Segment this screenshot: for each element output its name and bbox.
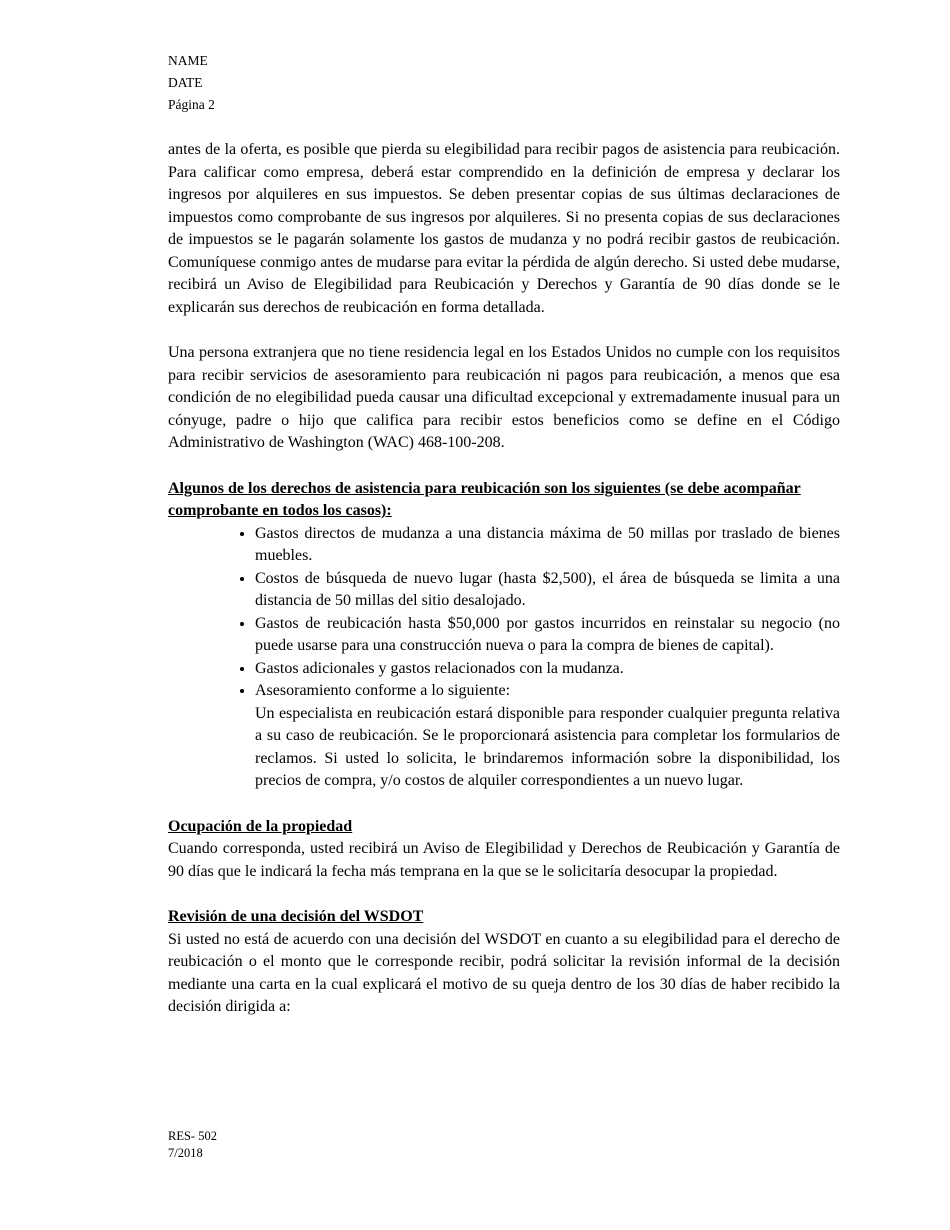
list-item-text: Costos de búsqueda de nuevo lugar (hasta $2,500), el área de búsqueda se limita a una distancia de 50 millas del sitio desalojado. <box>255 569 840 609</box>
heading-relocation-rights: Algunos de los derechos de asistencia para reubicación son los siguientes (se debe acompañar comprobante en todos los casos): <box>168 479 801 519</box>
relocation-rights-list <box>168 523 840 793</box>
paragraph-occupancy: Cuando corresponda, usted recibirá un Aviso de Elegibilidad y Derechos de Reubicación y Garantía de 90 días que le indicará la fecha más temprana en la que se le solicitaría desocupar la propiedad. <box>168 840 840 880</box>
list-item <box>255 658 840 681</box>
list-item <box>255 613 840 658</box>
page-header <box>168 50 840 116</box>
list-item-text: Gastos adicionales y gastos relacionados con la mudanza. <box>255 659 624 677</box>
list-item <box>255 523 840 568</box>
document-body <box>168 139 840 1019</box>
paragraph-review: Si usted no está de acuerdo con una decisión del WSDOT en cuanto a su elegibilidad para el derecho de reubicación o el monto que le corresponde recibir, podrá solicitar la revisión informal de la decisión mediante una carta en la cual explicará el motivo de su queja dentro de los 30 días de haber recibido la decisión dirigida a: <box>168 930 840 1015</box>
page-footer <box>168 1128 217 1162</box>
form-number: RES- 502 <box>168 1129 217 1143</box>
heading-property-occupancy: Ocupación de la propiedad <box>168 817 353 835</box>
date-label: DATE <box>168 75 203 90</box>
list-item-text: Gastos de reubicación hasta $50,000 por gastos incurridos en reinstalar su negocio (no puede usarse para una construcción nueva o para la compra de bienes de capital). <box>255 614 840 654</box>
form-revision-date: 7/2018 <box>168 1146 203 1160</box>
name-label: NAME <box>168 53 208 68</box>
list-item-text: Asesoramiento conforme a lo siguiente: <box>255 682 511 699</box>
paragraph-eligibility: antes de la oferta, es posible que pierda su elegibilidad para recibir pagos de asistencia para reubicación. Para calificar como empresa, deberá estar comprendido en la definición de empresa y declarar los ingresos por alquileres en sus impuestos. Se deben presentar copias de sus últimas declaraciones de impuestos como comprobante de sus ingresos por alquileres. Si no presenta copias de sus declaraciones de impuestos se le pagarán solamente los gastos de mudanza y no podrá recibir gastos de reubicación. Comuníquese conmigo antes de mudarse para evitar la pérdida de algún derecho. Si usted debe mudarse, recibirá un Aviso de Elegibilidad para Reubicación y Derechos y Garantía de 90 días donde se le explicarán sus derechos de reubicación en forma detallada. <box>168 141 840 316</box>
heading-wsdot-review: Revisión de una decisión del WSDOT <box>168 908 424 925</box>
list-item <box>255 568 840 613</box>
advisory-detail: Un especialista en reubicación estará disponible para responder cualquier pregunta relativa a su caso de reubicación. Se le proporcionará asistencia para completar los formularios de reclamos. Si usted lo solicita, le brindaremos información sobre la disponibilidad, los precios de compra, y/o costos de alquiler correspondientes a un nuevo lugar. <box>255 704 840 789</box>
paragraph-foreign-person: Una persona extranjera que no tiene residencia legal en los Estados Unidos no cumple con los requisitos para recibir servicios de asesoramiento para reubicación ni pagos para reubicación, a menos que esa condición de no elegibilidad pueda causar una dificultad excepcional y extremadamente inusual para un cónyuge, padre o hijo que califica para recibir estos beneficios como se define en el Código Administrativo de Washington (WAC) 468-100-208. <box>168 344 840 451</box>
page-number: Página 2 <box>168 97 215 112</box>
list-item <box>255 680 840 793</box>
list-item-text: Gastos directos de mudanza a una distancia máxima de 50 millas por traslado de bienes muebles. <box>255 524 840 564</box>
